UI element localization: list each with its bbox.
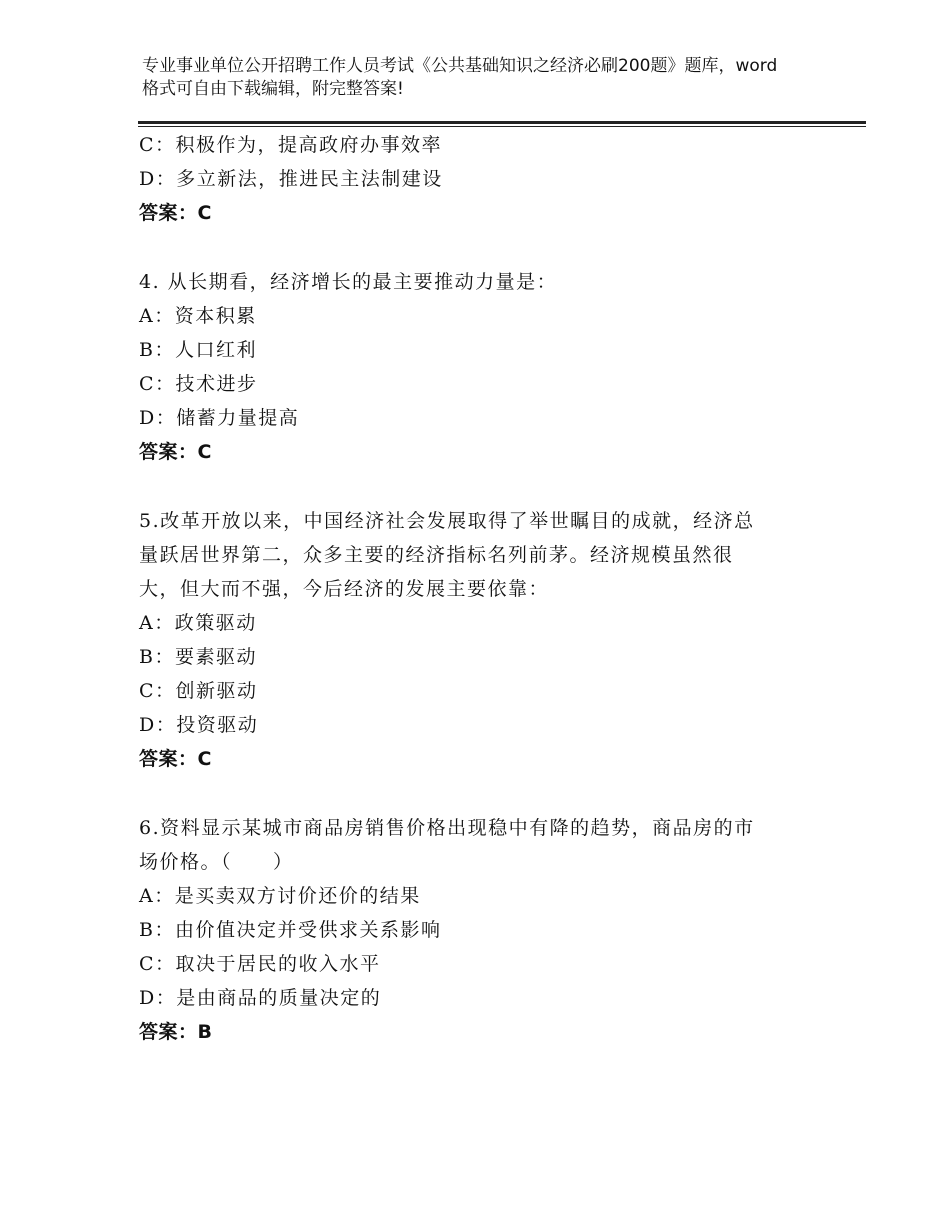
answer: 答案：B (139, 1021, 213, 1043)
option-d: D：多立新法，推进民主法制建设 (139, 168, 443, 190)
option-a: A：是买卖双方讨价还价的结果 (139, 885, 421, 907)
answer: 答案：C (139, 202, 212, 224)
option-b: B：由价值决定并受供求关系影响 (139, 919, 442, 941)
question-text: 大，但大而不强，今后经济的发展主要依靠： (139, 578, 550, 600)
header-rule-thin (138, 126, 866, 127)
question-text: 4. 从长期看，经济增长的最主要推动力量是： (139, 271, 558, 293)
option-c: C：创新驱动 (139, 680, 258, 702)
option-c: C：取决于居民的收入水平 (139, 953, 381, 975)
option-d: D：投资驱动 (139, 714, 259, 736)
option-d: D：储蓄力量提高 (139, 407, 300, 429)
page-header: 专业事业单位公开招聘工作人员考试《公共基础知识之经济必刷200题》题库，word格式可自由下载编辑，附完整答案! (142, 56, 778, 99)
header-rule-thick (138, 121, 866, 124)
option-d: D：是由商品的质量决定的 (139, 987, 382, 1009)
option-c: C：积极作为，提高政府办事效率 (139, 134, 443, 156)
option-a: A：政策驱动 (139, 612, 257, 634)
question-content (139, 128, 819, 1049)
answer: 答案：C (139, 441, 212, 463)
option-a: A：资本积累 (139, 305, 257, 327)
question-text: 场价格。（ ） (139, 851, 294, 873)
answer: 答案：C (139, 748, 212, 770)
option-b: B：要素驱动 (139, 646, 257, 668)
option-b: B：人口红利 (139, 339, 257, 361)
question-text: 6.资料显示某城市商品房销售价格出现稳中有降的趋势，商品房的市 (139, 817, 755, 839)
option-c: C：技术进步 (139, 373, 258, 395)
question-text: 5.改革开放以来，中国经济社会发展取得了举世瞩目的成就，经济总 (139, 510, 755, 532)
question-text: 量跃居世界第二，众多主要的经济指标名列前茅。经济规模虽然很 (139, 544, 734, 566)
